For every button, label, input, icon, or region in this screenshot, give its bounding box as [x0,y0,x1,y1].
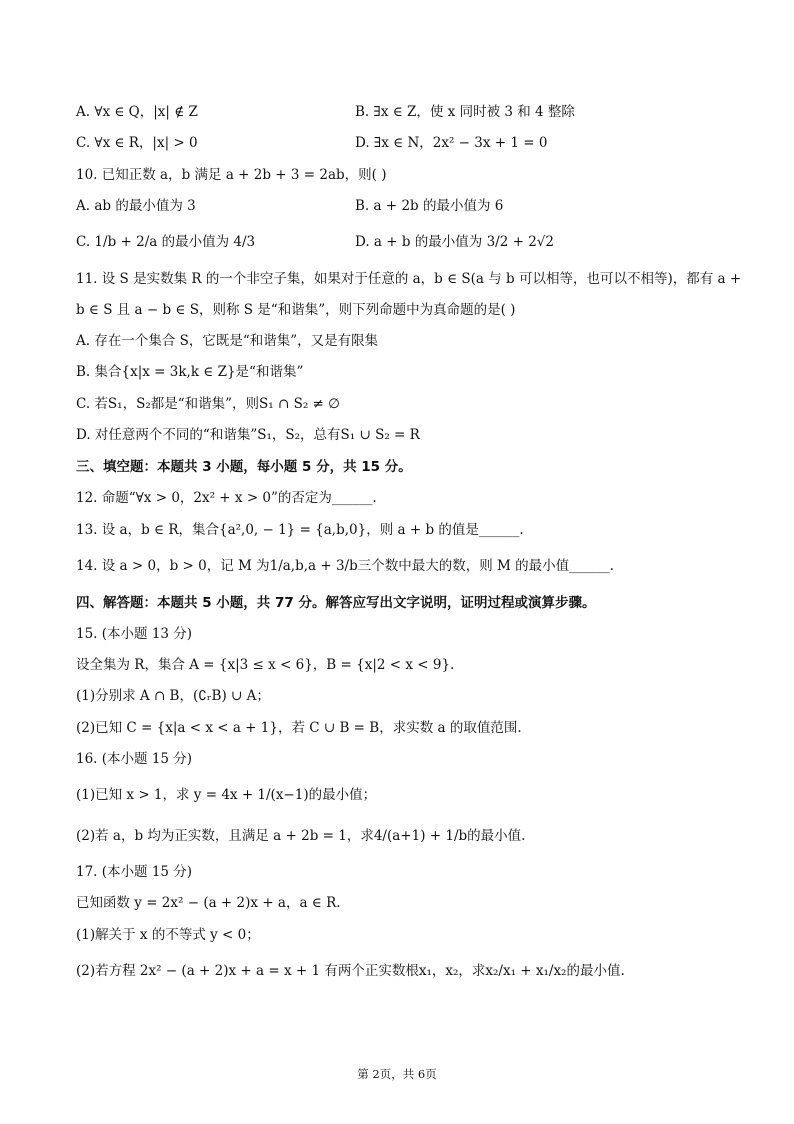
q10-stem: 10. 已知正数 a，b 满足 a + 2b + 3 = 2ab，则( ) [76,167,387,183]
q17-stem: 已知函数 y = 2x² − (a + 2)x + a，a ∈ R. [76,895,341,911]
q17-part-2: (2)若方程 2x² − (a + 2)x + a = x + 1 有两个正实数根x₁，x₂，求x₂/x₁ + x₁/x₂的最小值. [76,963,625,979]
q15-part-2: (2)已知 C = {x|a < x < a + 1}，若 C ∪ B = B，求实数 a 的取值范围. [76,720,522,736]
q13-text: 13. 设 a，b ∈ R，集合{a²,0, − 1} = {a,b,0}，则 a + b 的值是______. [76,522,524,538]
q10-option-c: C. 1/b + 2/a 的最小值为 4/3 [76,234,256,250]
q11-option-a: A. 存在一个集合 S，它既是“和谐集”，又是有限集 [76,333,379,349]
q11-option-b: B. 集合{x|x = 3k,k ∈ Z}是“和谐集” [76,364,304,380]
q9-option-a: A. ∀x ∈ Q，|x| ∉ Z [76,104,198,120]
q11-stem-line2: b ∈ S 且 a − b ∈ S，则称 S 是“和谐集”，则下列命题中为真命题的是( ) [76,302,516,318]
section-4-heading: 四、解答题：本题共 5 小题，共 77 分。解答应写出文字说明，证明过程或演算步骤。 [76,595,596,611]
q17-heading: 17. (本小题 15 分) [76,864,193,880]
q16-heading: 16. (本小题 15 分) [76,751,193,767]
q11-option-c: C. 若S₁，S₂都是“和谐集”，则S₁ ∩ S₂ ≠ ∅ [76,396,340,412]
q9-option-c: C. ∀x ∈ R，|x| > 0 [76,135,198,151]
q15-heading: 15. (本小题 13 分) [76,626,193,642]
q10-option-d: D. a + b 的最小值为 3/2 + 2√2 [355,234,554,250]
q9-option-d: D. ∃x ∈ N，2x² − 3x + 1 = 0 [355,135,548,151]
q9-option-b: B. ∃x ∈ Z，使 x 同时被 3 和 4 整除 [355,104,575,120]
q15-part-1: (1)分别求 A ∩ B，(∁ᵣB) ∪ A； [76,688,270,704]
section-3-heading: 三、填空题：本题共 3 小题，每小题 5 分，共 15 分。 [76,459,412,475]
page-footer: 第 2页，共 6页 [357,1067,437,1081]
q14-text: 14. 设 a > 0，b > 0，记 M 为1/a,b,a + 3/b三个数中最大的数，则 M 的最小值______. [76,558,614,574]
q12-text: 12. 命题“∀x > 0，2x² + x > 0”的否定为______. [76,490,377,506]
q17-part-1: (1)解关于 x 的不等式 y < 0； [76,927,260,943]
q15-stem: 设全集为 R，集合 A = {x|3 ≤ x < 6}，B = {x|2 < x < 9}. [76,657,455,673]
q11-option-d: D. 对任意两个不同的“和谐集”S₁，S₂，总有S₁ ∪ S₂ = R [76,427,420,443]
q16-part-1: (1)已知 x > 1，求 y = 4x + 1/(x−1)的最小值； [76,787,377,803]
q11-stem-line1: 11. 设 S 是实数集 R 的一个非空子集，如果对于任意的 a，b ∈ S(a 与 b 可以相等，也可以不相等)，都有 a + [76,271,742,287]
q10-option-a: A. ab 的最小值为 3 [76,198,196,214]
q16-part-2: (2)若 a，b 均为正实数，且满足 a + 2b = 1，求4/(a+1) + 1/b的最小值. [76,828,526,844]
q10-option-b: B. a + 2b 的最小值为 6 [355,198,504,214]
